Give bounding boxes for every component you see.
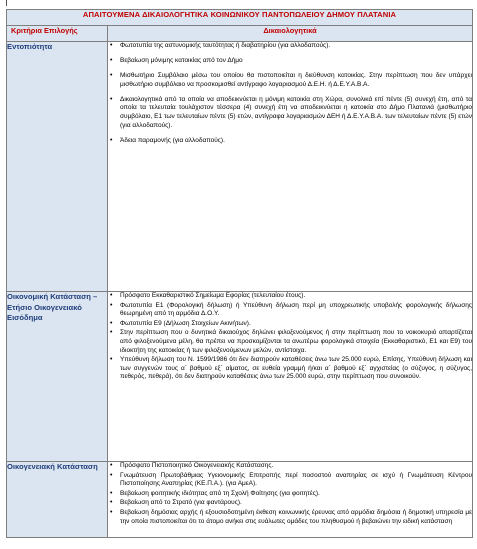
requirements-table [6,9,473,538]
criteria-column-header: Κριτήρια Επιλογής [7,26,108,42]
documents-cell [108,42,473,292]
list-item: • Βεβαίωση από το Στρατό (για φαντάρους). [108,499,472,508]
list-item: • Στην περίπτωση που ο δυνητικά δικαιούχος δηλώνει φιλοξενούμενος ή στην περίπτωση που το νοικοκυριό απαρτίζεται από φιλοξενούμενα μέλη, θα πρέπει να προσκομίζονται τα ανωτέρω φορολογικά στοιχεία (Εκκαθαριστικό, Ε1 και Ε9) του ιδιοκτήτη της κατοικίας ή των φιλοξενούμενων μελών, αντίστοιχα. [108,329,472,355]
table-row [7,462,473,538]
list-item: • Πρόσφατο Εκκαθαριστικό Σημείωμα Εφορίας (τελευταίου έτους). [108,292,472,301]
documents-cell [108,462,473,538]
list-item: • Δικαιολογητικά από τα οποία να αποδεικνύεται η μόνιμη κατοικία στη Χώρα, συνολικά επί πέντε (5) συνεχή έτη, από τα οποία τα τελευταία τουλάχιστον τέσσερα (4) συνεχή έτη να αποδεικνύεται η κατοικία στο Δήμο Πλατανιά (μισθωτήριο συμβόλαιο, Ε1 των τελευταίων πέντε (5) ετών, αντίγραφα λογαριασμών ΔΕΗ ή Δ.Ε.Υ.Α.Β.Α. των τελευταίων πέντε (5) ετών (για αλλοδαπούς). [108,96,472,130]
documents-cell [108,292,473,462]
list-item: • Γνωμάτευση Πρωτοβάθμιας Υγειονομικής Επιτροπής περί ποσοστού αναπηρίας σε ισχύ ή Γνωμάτευση Κέντρου Πιστοποίησης Αναπηρίας (ΚΕ.Π.Α.). (για ΑμεΑ). [108,472,472,489]
table-row [7,42,473,292]
list-item: • Άδεια παραμονής (για αλλοδαπούς). [108,137,472,146]
list-item: • Φωτοτυπία Ε9 (Δήλωση Στοιχείων Ακινήτων). [108,320,472,329]
documents-column-header: Δικαιολογητικά [108,26,473,42]
documents-list [108,292,472,382]
list-item: • Βεβαίωση μόνιμης κατοικίας από τον Δήμο [108,57,472,66]
documents-list [108,462,472,526]
list-item: • Πρόσφατο Πιστοποιητικό Οικογενειακής Κατάστασης. [108,462,472,471]
criterion-family-status: Οικογενειακή Κατάσταση [7,462,108,538]
page-corner-mark [6,0,7,6]
list-item: • Φωτοτυπία Ε1 (Φορολογική δήλωση) ή Υπεύθυνη δήλωση περί μη υποχρεωτικής υποβολής φορολογικής δήλωσης θεωρημένη από τη αρμόδια Δ.Ο.Υ. [108,302,472,319]
list-item: • Φωτοτυπία της αστυνομικής ταυτότητας ή διαβατηρίου (για αλλοδαπούς). [108,42,472,51]
list-item: • Υπεύθυνη δήλωση του Ν. 1599/1986 ότι δεν διατηρούν καταθέσεις άνω των 25.000 ευρώ, Επίσης, Υπεύθυνη δήλωση και των συγγενών τους α΄ βαθμού εξ΄ αίματος, σε ευθεία γραμμή ή/και α΄ βαθμού εξ΄ αγχιστείας (ο σύζυγος, η σύζυγος, πεθερός, πεθερά), ότι δεν διατηρούν καταθέσεις άνω των 25.000 ευρώ, στην περίπτωση που συνοικούν. [108,356,472,382]
table-title: ΑΠΑΙΤΟΥΜΕΝΑ ΔΙΚΑΙΟΛΟΓΗΤΙΚΑ ΚΟΙΝΩΝΙΚΟΥ ΠΑΝΤΟΠΩΛΕΙΟΥ ΔΗΜΟΥ ΠΛΑΤΑΝΙΑ [7,10,473,26]
list-item: • Βεβαίωση φοιτητικής ιδιότητας από τη Σχολή Φοίτησης (για φοιτητές). [108,490,472,499]
documents-list [108,42,472,145]
criterion-residency: Εντοπιότητα [7,42,108,292]
criterion-economic-status: Οικονομική Κατάσταση – Ετήσιο Οικογενειακό Εισόδημα [7,292,108,462]
table-row [7,292,473,462]
list-item: • Βεβαίωση δημόσιας αρχής ή εξουσιοδοτημένη έκθεση κοινωνικής έρευνας από αρμόδια δημόσια ή δημοτική υπηρεσία με την οποία πιστοποιείται ότι το άτομο ανήκει στις ευάλωτες ομάδες του πληθυσμού ή βεβαιώνει την ειδική κατάσταση [108,509,472,526]
list-item: • Μισθωτήριο Συμβόλαιο μέσω του οποίου θα πιστοποιείται η διεύθυνση κατοικίας. Στην περίπτωση που δεν υπάρχει μισθωτήριο συμβόλαιο να προσκομισθεί αντίγραφο λογαριασμού Δ.Ε.Η. ή Δ.Ε.Υ.Α.Β.Α. [108,72,472,89]
